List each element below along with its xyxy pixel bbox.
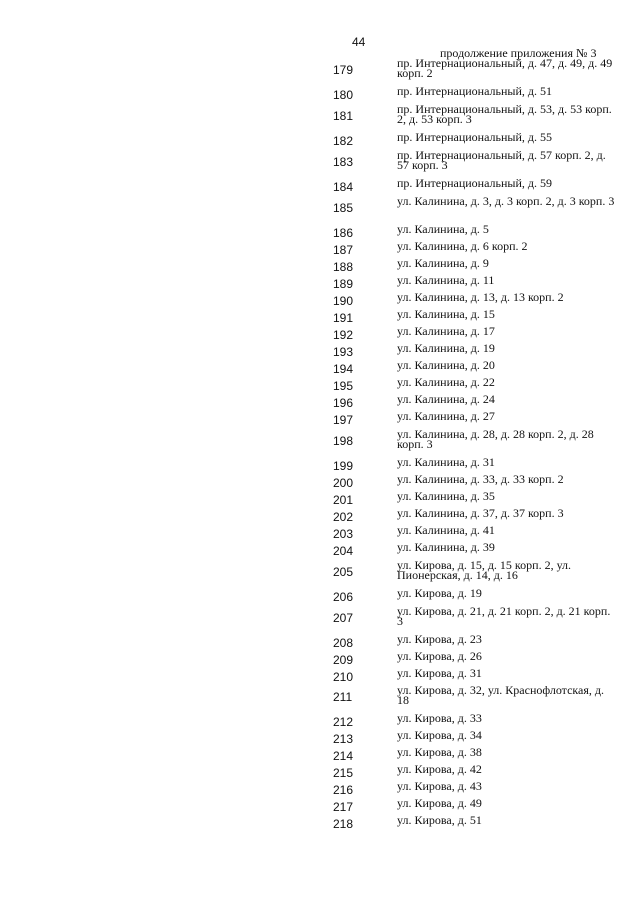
row-number: 215	[333, 766, 354, 780]
row-number: 191	[333, 311, 354, 325]
row-number: 202	[333, 510, 354, 524]
row-address: ул. Калинина, д. 31	[397, 455, 495, 469]
row-number: 179	[333, 63, 354, 77]
row-address: ул. Кирова, д. 34	[397, 728, 482, 742]
row-number: 196	[333, 396, 354, 410]
row-number: 197	[333, 413, 354, 427]
row-address: ул. Калинина, д. 27	[397, 409, 495, 423]
row-address: ул. Кирова, д. 31	[397, 666, 482, 680]
row-number: 214	[333, 749, 354, 763]
row-number: 201	[333, 493, 354, 507]
row-number: 199	[333, 459, 354, 473]
row-number: 210	[333, 670, 354, 684]
row-address: ул. Калинина, д. 37, д. 37 корп. 3	[397, 506, 564, 520]
row-address: ул. Кирова, д. 19	[397, 586, 482, 600]
row-address: ул. Кирова, д. 23	[397, 632, 482, 646]
row-address: пр. Интернациональный, д. 51	[397, 84, 552, 98]
row-number: 190	[333, 294, 354, 308]
row-address: ул. Калинина, д. 11	[397, 273, 495, 287]
row-number: 206	[333, 590, 354, 604]
row-number: 189	[333, 277, 354, 291]
row-number: 192	[333, 328, 354, 342]
row-number: 184	[333, 180, 354, 194]
row-address: ул. Кирова, д. 21, д. 21 корп. 2, д. 21 корп. 3	[397, 604, 611, 628]
row-number: 186	[333, 226, 354, 240]
row-address: ул. Калинина, д. 19	[397, 341, 495, 355]
row-address: ул. Калинина, д. 39	[397, 540, 495, 554]
row-address: пр. Интернациональный, д. 53, д. 53 корп. 2, д. 53 корп. 3	[397, 102, 612, 126]
row-address: ул. Калинина, д. 13, д. 13 корп. 2	[397, 290, 564, 304]
row-number: 203	[333, 527, 354, 541]
row-number: 216	[333, 783, 354, 797]
row-address: ул. Калинина, д. 3, д. 3 корп. 2, д. 3 корп. 3	[397, 194, 615, 208]
row-address: ул. Калинина, д. 6 корп. 2	[397, 239, 528, 253]
row-address: ул. Калинина, д. 24	[397, 392, 495, 406]
row-address: ул. Калинина, д. 22	[397, 375, 495, 389]
row-address: ул. Кирова, д. 49	[397, 796, 482, 810]
row-number: 198	[333, 434, 354, 448]
row-number: 200	[333, 476, 354, 490]
row-address: ул. Кирова, д. 38	[397, 745, 482, 759]
row-address: ул. Кирова, д. 33	[397, 711, 482, 725]
row-number: 193	[333, 345, 354, 359]
row-address: ул. Кирова, д. 32, ул. Краснофлотская, д. 18	[397, 683, 604, 707]
row-address: ул. Калинина, д. 20	[397, 358, 495, 372]
row-number: 180	[333, 88, 354, 102]
row-address: ул. Кирова, д. 51	[397, 813, 482, 827]
row-address: пр. Интернациональный, д. 57 корп. 2, д. 57 корп. 3	[397, 148, 606, 172]
row-number: 182	[333, 134, 354, 148]
row-address: ул. Кирова, д. 42	[397, 762, 482, 776]
row-address: пр. Интернациональный, д. 59	[397, 176, 552, 190]
row-number: 207	[333, 611, 354, 625]
row-address: ул. Калинина, д. 33, д. 33 корп. 2	[397, 472, 564, 486]
row-number: 204	[333, 544, 354, 558]
row-address: ул. Калинина, д. 41	[397, 523, 495, 537]
row-address: ул. Калинина, д. 35	[397, 489, 495, 503]
row-number: 183	[333, 155, 354, 169]
row-address: ул. Кирова, д. 15, д. 15 корп. 2, ул. Пионерская, д. 14, д. 16	[397, 558, 572, 582]
row-address: ул. Калинина, д. 9	[397, 256, 489, 270]
row-number: 181	[333, 109, 354, 123]
row-number: 188	[333, 260, 354, 274]
row-number: 195	[333, 379, 354, 393]
row-address: ул. Калинина, д. 17	[397, 324, 495, 338]
row-number: 208	[333, 636, 354, 650]
row-number: 211	[333, 690, 353, 704]
row-number: 187	[333, 243, 354, 257]
row-number: 205	[333, 565, 354, 579]
row-number: 212	[333, 715, 354, 729]
row-address: ул. Кирова, д. 43	[397, 779, 482, 793]
page-number: 44	[352, 35, 366, 49]
row-number: 218	[333, 817, 354, 831]
row-number: 194	[333, 362, 354, 376]
row-number: 209	[333, 653, 354, 667]
row-address: ул. Кирова, д. 26	[397, 649, 482, 663]
row-address: ул. Калинина, д. 5	[397, 222, 489, 236]
row-address: пр. Интернациональный, д. 47, д. 49, д. 49 корп. 2	[397, 56, 613, 80]
row-address: пр. Интернациональный, д. 55	[397, 130, 552, 144]
row-number: 217	[333, 800, 354, 814]
row-address: ул. Калинина, д. 15	[397, 307, 495, 321]
row-address: ул. Калинина, д. 28, д. 28 корп. 2, д. 28 корп. 3	[397, 427, 594, 451]
row-number: 213	[333, 732, 354, 746]
continuation-heading: продолжение приложения № 3	[440, 46, 597, 60]
row-number: 185	[333, 201, 354, 215]
